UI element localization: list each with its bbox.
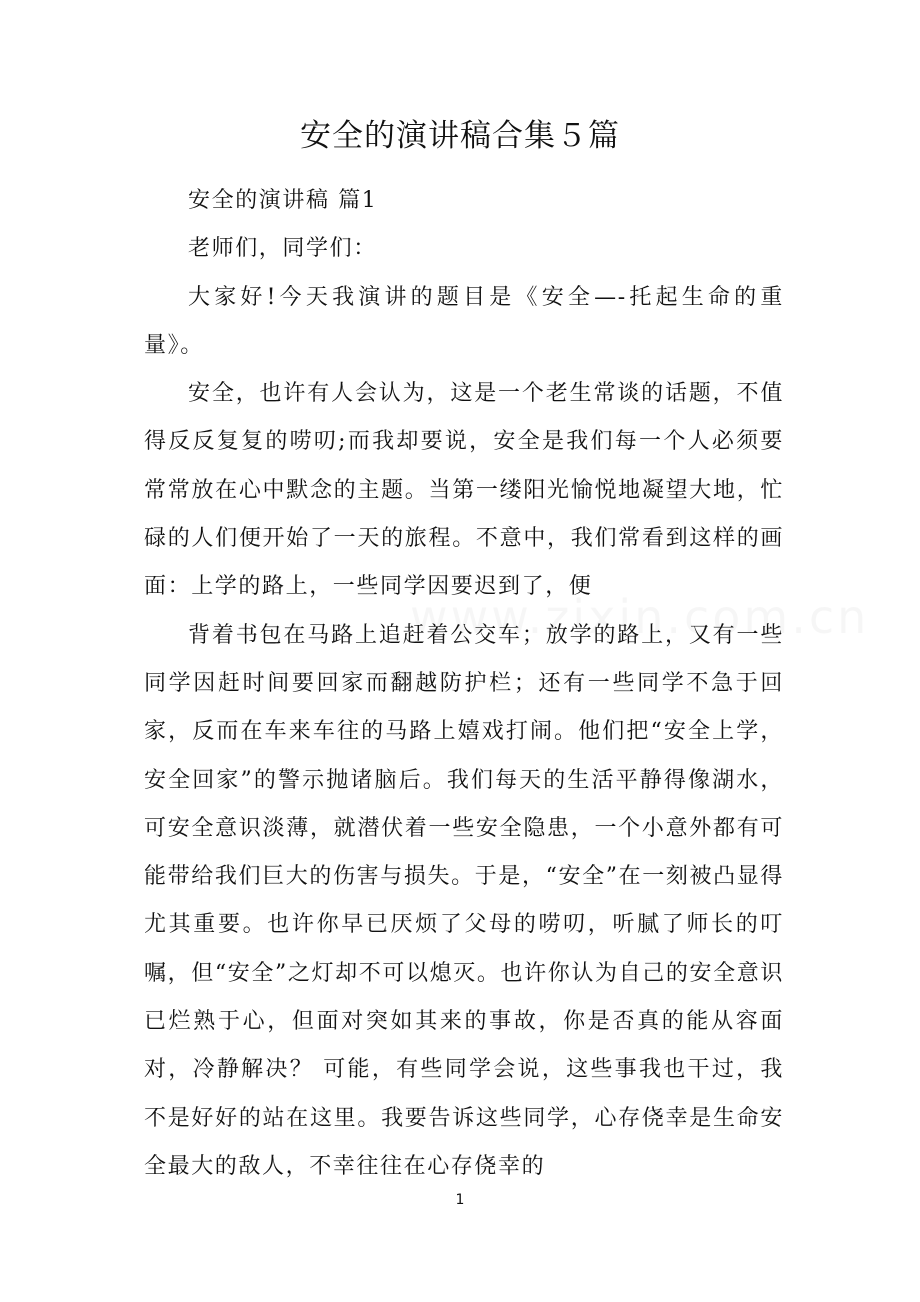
salutation: 老师们，同学们：	[188, 236, 377, 262]
section-heading: 安全的演讲稿 篇1	[188, 188, 378, 213]
paragraph: 安全，也许有人会认为，这是一个老生常谈的话题，不值得反反复复的唠叨;而我却要说，安全是我们每一个人必须要常常放在心中默念的主题。当第一缕阳光愉悦地凝望大地，忙碌的人们便开始了一天的旅程。不意中，我们常看到这样的画面：上学的路上，一些同学因要迟到了，便	[144, 381, 784, 600]
paragraph: 大家好!今天我演讲的题目是《安全—-托起生命的重量》。	[144, 284, 784, 358]
document-title: 安全的演讲稿合集５篇	[300, 118, 620, 154]
paragraph: 背着书包在马路上追赶着公交车；放学的路上，又有一些同学因赶时间要回家而翻越防护栏；还有一些同学不急于回家，反而在车来车往的马路上嬉戏打闹。他们把“安全上学，安全回家”的警示抛诸脑后。我们每天的生活平静得像湖水，可安全意识淡薄，就潜伏着一些安全隐患，一个小意外都有可能带给我们巨大的伤害与损失。于是，“安全”在一刻被凸显得尤其重要。也许你早已厌烦了父母的唠叨，听腻了师长的叮嘱，但“安全”之灯却不可以熄灭。也许你认为自己的安全意识已烂熟于心，但面对突如其来的事故，你是否真的能从容面对，冷静解决？ 可能，有些同学会说，这些事我也干过，我不是好好的站在这里。我要告诉这些同学，心存侥幸是生命安全最大的敌人，不幸往往在心存侥幸的	[144, 622, 784, 1179]
page-number: 1	[455, 1192, 465, 1208]
document-body	[144, 177, 784, 1191]
